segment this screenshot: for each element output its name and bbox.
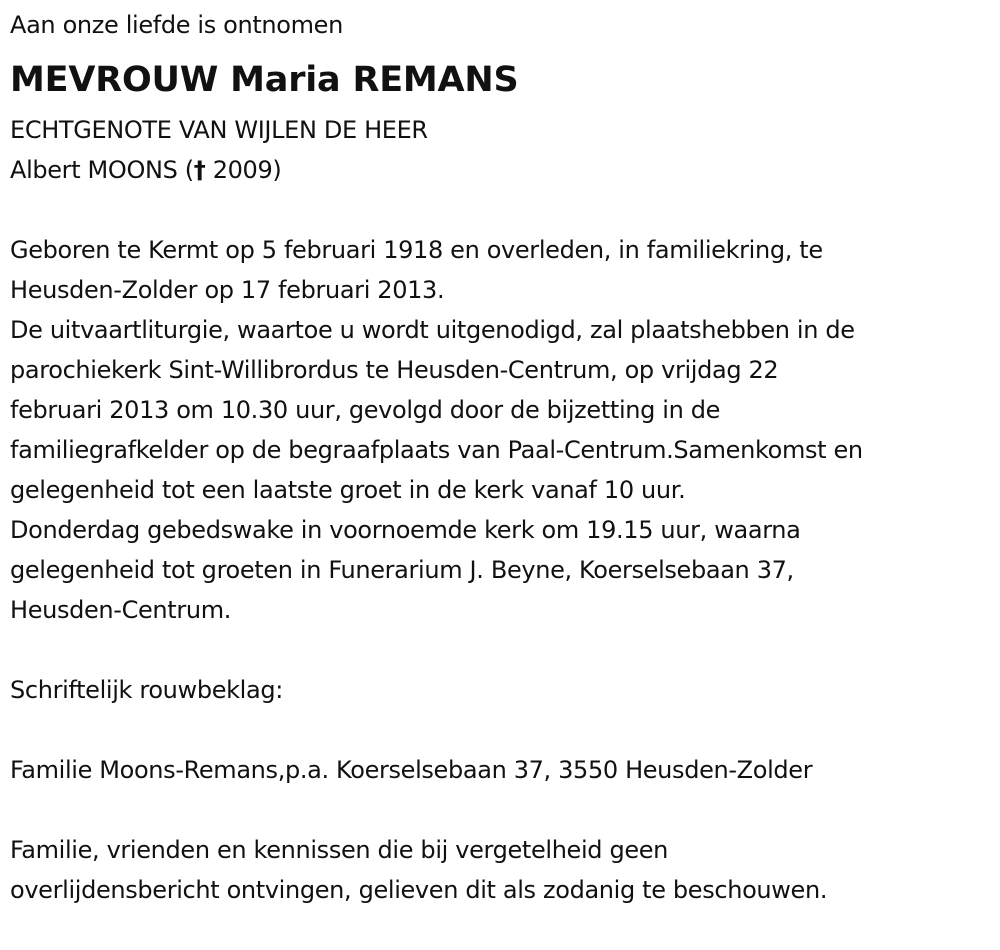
- spacer: [10, 630, 995, 670]
- body-line: Heusden-Zolder op 17 februari 2013.: [10, 276, 445, 304]
- closing-line: overlijdensbericht ontvingen, gelieven dit als zodanig te beschouwen.: [10, 876, 828, 904]
- spacer: [10, 710, 995, 750]
- body-line: Geboren te Kermt op 5 februari 1918 en overleden, in familiekring, te: [10, 236, 823, 264]
- condolences-label: Schriftelijk rouwbeklag:: [10, 676, 283, 704]
- spacer: [10, 790, 995, 830]
- body-line: familiegrafkelder op de begraafplaats van Paal-Centrum.Samenkomst en: [10, 436, 863, 464]
- body-line: gelegenheid tot groeten in Funerarium J. Beyne, Koerselsebaan 37,: [10, 556, 794, 584]
- closing-line: Familie, vrienden en kennissen die bij vergetelheid geen: [10, 836, 669, 864]
- body-line: februari 2013 om 10.30 uur, gevolgd door de bijzetting in de: [10, 396, 721, 424]
- deceased-name: MEVROUW Maria REMANS: [10, 60, 519, 100]
- death-notice: [10, 0, 995, 910]
- spouse-line: [10, 150, 995, 190]
- body-line: gelegenheid tot een laatste groet in de kerk vanaf 10 uur.: [10, 476, 686, 504]
- body-line: Heusden-Centrum.: [10, 596, 232, 624]
- condolences-address: Familie Moons-Remans,p.a. Koerselsebaan 37, 3550 Heusden-Zolder: [10, 756, 813, 784]
- spouse-title: ECHTGENOTE VAN WIJLEN DE HEER: [10, 116, 428, 144]
- intro-line: Aan onze liefde is ontnomen: [10, 11, 343, 39]
- body-line: parochiekerk Sint-Willibrordus te Heusden-Centrum, op vrijdag 22: [10, 356, 779, 384]
- spouse-name: Albert MOONS (: [10, 156, 194, 184]
- cross-icon: †: [193, 156, 206, 184]
- body-line: Donderdag gebedswake in voornoemde kerk om 19.15 uur, waarna: [10, 516, 801, 544]
- spouse-death-year: 2009): [205, 156, 282, 184]
- body-line: De uitvaartliturgie, waartoe u wordt uitgenodigd, zal plaatshebben in de: [10, 316, 855, 344]
- spacer: [10, 190, 995, 230]
